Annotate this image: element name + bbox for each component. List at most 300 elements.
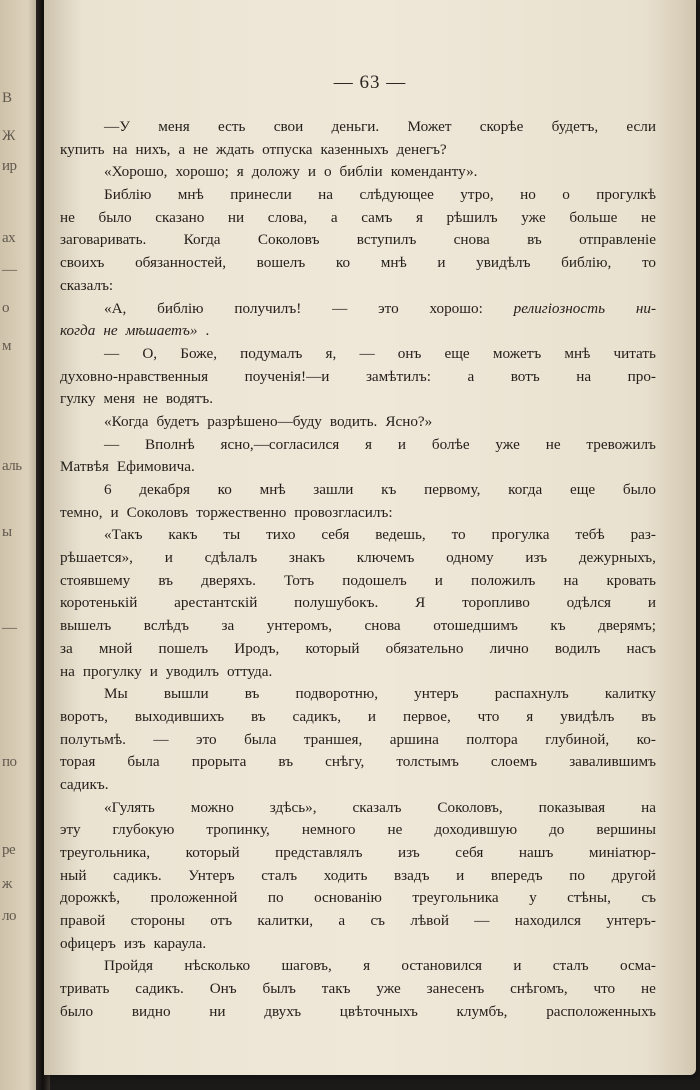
word: треугольника: [412, 889, 499, 907]
word: провозгласилъ:: [294, 503, 393, 521]
word: вошелъ: [256, 254, 306, 272]
text-line: [60, 366, 656, 389]
word: вступилъ: [356, 231, 417, 249]
word: изъ: [525, 549, 548, 567]
word: который: [305, 639, 360, 657]
word: который: [185, 844, 240, 861]
word: Боже,: [180, 344, 218, 362]
word: выходившихъ: [134, 707, 225, 725]
word: Иродъ,: [234, 639, 280, 657]
word: вслѣдъ: [143, 617, 189, 635]
word: Ясно?»: [385, 412, 433, 430]
word: мѣшаетъ»: [125, 322, 198, 340]
word: замѣтилъ:: [365, 367, 431, 385]
word: садикъ.: [135, 980, 184, 998]
word: —: [104, 435, 120, 453]
text-line: [60, 116, 656, 139]
word: прогулку: [82, 662, 142, 680]
word: Соколовъ: [126, 503, 189, 521]
word: была: [127, 753, 160, 771]
word: Может: [407, 118, 452, 135]
word: кровать: [606, 571, 656, 589]
word: за: [60, 639, 73, 657]
word: темно,: [60, 503, 103, 521]
word: съ: [641, 889, 656, 907]
word: представлялъ: [275, 844, 363, 861]
text-line: [60, 547, 656, 570]
facing-page-fragment: о: [2, 300, 9, 316]
facing-page-fragment: ах: [2, 230, 16, 246]
word: и: [307, 163, 316, 181]
facing-page-fragment: —: [2, 262, 17, 278]
word: декабря: [139, 481, 190, 498]
word: вершины: [596, 821, 656, 839]
word: нашъ: [518, 844, 554, 861]
word: не: [142, 390, 158, 408]
word: у: [529, 889, 537, 907]
word: до: [549, 821, 565, 839]
word: «Такъ: [104, 526, 143, 544]
word: мной: [98, 639, 133, 657]
word: проложенной: [150, 889, 238, 907]
word: мнѣ: [564, 344, 591, 362]
word: —: [332, 299, 348, 317]
text-line: [60, 706, 656, 729]
word: Мы: [104, 685, 128, 703]
word: завалившимъ: [569, 753, 656, 771]
word: остановился: [401, 957, 483, 975]
text-line: [60, 774, 656, 797]
word: не: [545, 435, 561, 453]
word: полушубокъ.: [294, 594, 379, 612]
facing-page-fragment: ир: [2, 158, 17, 174]
text-line: [60, 751, 656, 774]
word: увидѣлъ: [560, 707, 615, 725]
facing-page-fragment: Ж: [2, 128, 15, 144]
word: библію,: [561, 254, 612, 272]
word: библію: [157, 299, 204, 317]
word: и: [367, 707, 377, 725]
word: находился: [514, 912, 581, 930]
word: здѣсь»,: [269, 798, 317, 816]
word: въ: [250, 707, 266, 725]
word: ни: [227, 208, 245, 226]
word: «Хорошо,: [104, 163, 168, 181]
text-line: [60, 161, 656, 184]
word: ясно,—согласился: [220, 435, 340, 453]
word: треугольника,: [60, 844, 151, 861]
word: то: [641, 254, 656, 272]
word: можетъ: [492, 344, 542, 362]
word: къ: [550, 617, 566, 635]
word: глубиной,: [545, 730, 610, 748]
word: ходить: [323, 866, 368, 884]
text-line: [60, 343, 656, 366]
word: на: [318, 186, 334, 204]
facing-page-fragment: ж: [2, 876, 12, 892]
word: калитки,: [257, 912, 314, 930]
word: вотъ: [510, 367, 540, 385]
word: еще: [569, 481, 596, 498]
word: —: [153, 730, 169, 748]
text-line: [60, 388, 656, 411]
word: мнѣ: [259, 481, 286, 498]
word: прорыта: [191, 753, 247, 771]
word: тихо: [266, 526, 296, 544]
word: въ: [527, 231, 542, 249]
word: поученія!—и: [244, 367, 330, 385]
word: отпуска: [262, 140, 313, 158]
word: а: [178, 140, 186, 158]
word: не: [193, 140, 208, 158]
word: онъ: [397, 344, 422, 362]
word: сказалъ: [352, 798, 402, 816]
word: унтеръ: [414, 685, 459, 703]
word: въ: [278, 753, 294, 771]
word: подошелъ: [342, 571, 407, 589]
word: доложу: [251, 163, 300, 181]
text-line: [60, 411, 656, 434]
text-line: [60, 592, 656, 615]
text-line: [60, 797, 656, 820]
word: себя: [455, 844, 484, 861]
word: обязанностей,: [135, 254, 227, 272]
word: нихъ,: [135, 140, 171, 158]
word: показывая: [538, 798, 606, 816]
word: глубокую: [112, 821, 175, 839]
word: дверямъ;: [598, 617, 656, 635]
word: когда: [60, 322, 96, 340]
word: —: [104, 344, 120, 362]
word: дверяхъ.: [201, 571, 256, 589]
word: можно: [190, 798, 234, 816]
page-number: — 63 —: [333, 72, 407, 93]
word: отъ: [210, 912, 233, 930]
word: не: [60, 208, 75, 226]
text-line: [60, 229, 656, 252]
word: Матвѣя: [60, 458, 109, 476]
word: «Гулять: [104, 798, 155, 816]
word: отправленіе: [579, 231, 656, 249]
word: не: [387, 821, 403, 839]
word: ко: [217, 481, 232, 498]
word: уже: [521, 208, 546, 226]
word: слоемъ: [490, 753, 538, 771]
word: я: [236, 163, 244, 181]
word: водятъ.: [165, 390, 214, 408]
word: такъ: [321, 980, 351, 998]
text-line: [60, 524, 656, 547]
facing-page-fragment: ре: [2, 842, 16, 858]
word: что: [593, 980, 616, 998]
word: ный: [60, 866, 87, 884]
word: библіи: [339, 163, 383, 181]
word: былъ: [262, 980, 296, 998]
word: я: [415, 208, 423, 226]
word: торая: [60, 753, 96, 771]
facing-page-fragment: —: [2, 620, 17, 636]
word: я,: [325, 344, 337, 362]
word: о: [323, 163, 332, 181]
facing-page-fragment: аль: [2, 458, 22, 474]
word: лично: [489, 639, 529, 657]
word: на: [563, 571, 579, 589]
word: о: [562, 186, 570, 204]
book-page: [44, 0, 696, 1075]
word: а: [467, 367, 475, 385]
word: уводилъ: [165, 662, 219, 680]
word: мнѣ: [177, 186, 204, 204]
word: было: [622, 481, 656, 498]
word: лѣвой: [410, 912, 449, 930]
facing-page-fragment: по: [2, 754, 17, 770]
word: самъ: [361, 208, 393, 226]
text-line: [60, 910, 656, 933]
word: Тотъ: [284, 571, 315, 589]
word: я: [363, 957, 371, 975]
word: распахнулъ: [494, 685, 569, 703]
word: принесли: [230, 186, 292, 204]
word: по: [267, 889, 284, 907]
word: когда: [508, 481, 543, 498]
word: занесенъ: [426, 980, 485, 998]
text-line: [60, 887, 656, 910]
word: немного: [301, 821, 356, 839]
word: рѣшается»,: [60, 549, 133, 567]
word: не: [103, 322, 118, 340]
word: и: [437, 254, 446, 272]
word: аршина: [389, 730, 439, 748]
text-line: [60, 1001, 656, 1024]
word: за: [221, 617, 235, 635]
word: основанію: [314, 889, 382, 907]
word: тропинку,: [206, 821, 270, 839]
word: какъ: [168, 526, 198, 544]
text-line: [60, 842, 656, 865]
word: коротенькій: [60, 594, 138, 612]
word: на: [112, 140, 128, 158]
text-line: [60, 819, 656, 842]
word: изъ: [398, 844, 420, 861]
word: Я: [415, 594, 426, 612]
word: рѣшилъ: [446, 208, 498, 226]
word: есть: [217, 118, 246, 135]
word: въ: [244, 685, 260, 703]
text-line: [60, 298, 656, 321]
text-line: [60, 638, 656, 661]
word: видно: [131, 1002, 171, 1020]
word: съ: [370, 912, 386, 930]
word: свои: [273, 118, 304, 135]
word: клумбъ,: [456, 1002, 508, 1020]
text-line: [60, 978, 656, 1001]
word: арестантскій: [174, 594, 258, 612]
word: тривать: [60, 980, 110, 998]
word: сказано: [155, 208, 205, 226]
word: одѣлся: [566, 594, 612, 612]
word: и: [647, 594, 656, 612]
text-line: [60, 479, 656, 502]
word: больше: [569, 208, 618, 226]
word: полутьмѣ.: [60, 730, 126, 748]
word: утро,: [460, 186, 494, 204]
word: Онъ: [209, 980, 237, 998]
word: вышли: [163, 685, 209, 703]
word: первое,: [402, 707, 451, 725]
word: —: [474, 912, 490, 930]
word: сталъ: [261, 866, 298, 884]
word: купить: [60, 140, 105, 158]
word: Соколовъ,: [437, 798, 503, 816]
word: духовно-нравственныя: [60, 367, 209, 385]
word: на: [60, 662, 75, 680]
word: Пройдя: [104, 957, 153, 975]
word: снова: [364, 617, 401, 635]
word: водилъ: [554, 639, 601, 657]
text-line: [60, 502, 656, 525]
word: мнѣ: [380, 254, 407, 272]
word: нѣсколько: [184, 957, 251, 975]
word: деньги.: [331, 118, 380, 135]
word: садикъ,: [292, 707, 342, 725]
word: тревожилъ: [586, 435, 656, 453]
word: миніатюр-: [588, 844, 656, 861]
word: что: [477, 707, 500, 725]
word: скорѣе: [479, 118, 524, 135]
word: первому,: [424, 481, 481, 498]
word: меня: [158, 118, 190, 135]
word: получилъ!: [234, 299, 302, 317]
word: и: [456, 866, 465, 884]
word: и: [513, 957, 522, 975]
text-line: [60, 865, 656, 888]
word: болѣе: [431, 435, 470, 453]
word: было: [98, 208, 132, 226]
word: другой: [611, 866, 656, 884]
text-line: [60, 615, 656, 638]
word: расположенныхъ: [546, 1002, 656, 1020]
word: водить.: [329, 412, 378, 430]
text-line: [60, 955, 656, 978]
word: прогулкѣ: [596, 186, 656, 204]
text-line: [60, 729, 656, 752]
word: ко-: [636, 730, 656, 748]
word: сказалъ:: [60, 276, 114, 294]
word: Ефимовича.: [116, 458, 195, 476]
word: и: [434, 571, 443, 589]
word: положилъ: [471, 571, 536, 589]
word: хорошо:: [429, 299, 483, 317]
word: ко: [335, 254, 351, 272]
word: ключемъ: [356, 549, 415, 567]
word: будетъ: [156, 412, 200, 430]
word: насъ: [626, 639, 656, 657]
word: правой: [60, 912, 106, 930]
word: траншея,: [303, 730, 363, 748]
word: и: [164, 549, 173, 567]
word: ведешь,: [375, 526, 426, 544]
word: заговаривать.: [60, 231, 147, 249]
word: стоявшему: [60, 571, 131, 589]
word: Вполнѣ: [145, 435, 195, 453]
word: воротъ,: [60, 707, 108, 725]
word: гулку: [60, 390, 96, 408]
text-line: [60, 661, 656, 684]
word: сталъ: [552, 957, 589, 975]
text-line: [60, 456, 656, 479]
word: это: [378, 299, 399, 317]
page-body-text: [60, 116, 656, 1024]
word: сдѣлалъ: [204, 549, 258, 567]
word: цвѣточныхъ: [339, 1002, 418, 1020]
word: офицеръ: [60, 934, 116, 952]
word: унтеръ-: [606, 912, 656, 930]
word: а: [330, 208, 338, 226]
word: дорожкѣ,: [60, 889, 121, 907]
word: а: [338, 912, 346, 930]
word: религіозность: [513, 299, 605, 317]
word: торжественно: [196, 503, 287, 521]
word: на: [576, 367, 592, 385]
word: караула.: [153, 934, 207, 952]
word: полтора: [466, 730, 518, 748]
word: еще: [444, 344, 470, 362]
word: оттуда.: [226, 662, 273, 680]
word: меня: [103, 390, 135, 408]
word: садикъ.: [60, 775, 109, 793]
word: будетъ,: [551, 118, 599, 135]
word: дежурныхъ,: [578, 549, 656, 567]
word: читать: [613, 344, 656, 362]
text-line: [60, 184, 656, 207]
word: эту: [60, 821, 81, 839]
word: разрѣшено—буду: [207, 412, 322, 430]
word: —: [359, 344, 375, 362]
word: вышелъ: [60, 617, 112, 635]
text-line: [60, 933, 656, 956]
word: на: [641, 798, 656, 816]
text-line: [60, 570, 656, 593]
word: раз-: [630, 526, 656, 544]
word: Соколовъ: [257, 231, 320, 249]
word: Унтеръ: [188, 866, 235, 884]
word: О,: [142, 344, 158, 362]
word: и: [110, 503, 119, 521]
word: про-: [627, 367, 656, 385]
word: уже: [495, 435, 520, 453]
word: и: [397, 435, 407, 453]
word: подворотню,: [295, 685, 379, 703]
word: по: [569, 866, 586, 884]
word: себя: [321, 526, 350, 544]
text-line: [60, 275, 656, 298]
word: я: [526, 707, 534, 725]
word: ты: [223, 526, 241, 544]
facing-page-fragment: ы: [2, 524, 12, 540]
text-line: [60, 320, 656, 343]
word: въ: [158, 571, 174, 589]
word: взадъ: [394, 866, 430, 884]
word: 6: [104, 481, 112, 498]
word: тебѣ: [575, 526, 605, 544]
word: увидѣлъ: [476, 254, 531, 272]
word: прогулка: [491, 526, 550, 544]
word: калитку: [604, 685, 656, 703]
word: отошедшимъ: [433, 617, 518, 635]
word: осма-: [619, 957, 656, 975]
word: торопливо: [462, 594, 530, 612]
word: своихъ: [60, 254, 105, 272]
